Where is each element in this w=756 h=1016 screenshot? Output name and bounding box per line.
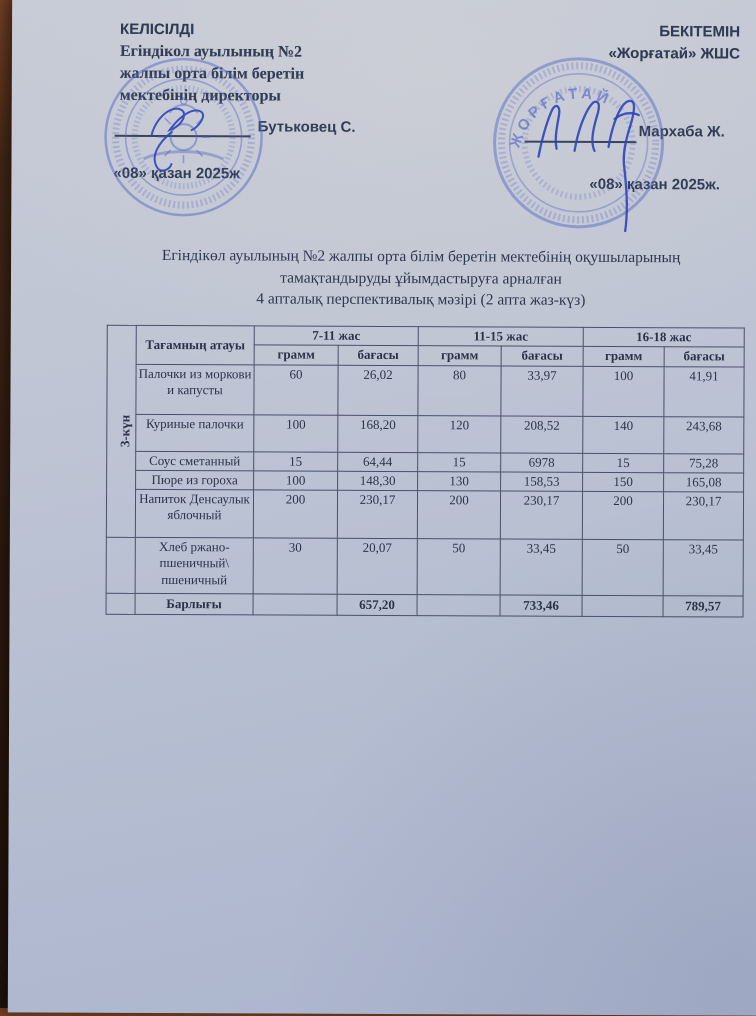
signature-line-left xyxy=(115,135,251,138)
gram-cell: 100 xyxy=(583,366,664,416)
menu-row xyxy=(106,537,743,596)
gram-cell: 150 xyxy=(583,472,664,492)
price-cell: 41,91 xyxy=(664,366,744,416)
gram-header: грамм xyxy=(418,346,501,366)
dish-name-header: Тағамның атауы xyxy=(136,325,254,364)
price-header: бағасы xyxy=(501,346,583,366)
agreed-label: КЕЛІСІЛДІ xyxy=(120,19,380,42)
title-line2: тамақтандыруды ұйымдастыруға арналған xyxy=(91,266,751,290)
gram-header: грамм xyxy=(583,347,664,367)
age-group-header-2: 11-15 жас xyxy=(418,327,583,347)
price-cell: 208,52 xyxy=(501,415,583,452)
document-title xyxy=(91,245,751,312)
price-cell: 243,68 xyxy=(664,416,744,453)
menu-row xyxy=(107,414,744,454)
menu-row xyxy=(107,364,744,417)
gram-cell: 200 xyxy=(582,491,663,539)
approval-block-right xyxy=(608,21,740,66)
day-cell-empty xyxy=(106,537,135,593)
price-cell: 789,57 xyxy=(663,596,743,617)
gram-cell: 15 xyxy=(418,452,501,472)
price-cell: 168,20 xyxy=(338,415,418,452)
paper-sheet xyxy=(8,0,756,1016)
gram-cell: 100 xyxy=(254,471,338,491)
price-cell: 64,44 xyxy=(338,452,418,472)
dish-name-cell: Напиток Денсаулык яблочный xyxy=(135,489,253,538)
day-cell xyxy=(106,325,136,537)
price-cell: 33,45 xyxy=(500,539,582,595)
price-cell: 733,46 xyxy=(500,595,582,616)
dish-name-cell: Хлеб ржано-пшеничный\ пшеничный xyxy=(135,537,253,594)
gram-cell: 200 xyxy=(417,491,500,539)
menu-row xyxy=(106,489,743,540)
dish-name-cell: Куриные палочки xyxy=(136,414,254,452)
gram-cell: 50 xyxy=(417,539,500,595)
header-row-age-groups xyxy=(107,325,744,347)
dish-name-cell: Соус сметанный xyxy=(136,451,254,471)
gram-cell: 200 xyxy=(253,490,337,538)
age-group-header-3: 16-18 жас xyxy=(583,327,744,347)
gram-cell: 80 xyxy=(418,365,501,415)
dish-name-cell: Пюре из гороха xyxy=(136,470,254,490)
approved-label: БЕКІТЕМІН xyxy=(609,21,741,44)
gram-cell xyxy=(582,595,663,616)
gram-cell: 130 xyxy=(418,471,501,491)
title-line3: 4 апталық перспективалық мәзірі (2 апта жаз-күз) xyxy=(91,288,751,312)
price-cell: 158,53 xyxy=(501,472,583,492)
price-cell: 26,02 xyxy=(338,365,418,415)
org-name-line3: мектебінің директоры xyxy=(120,85,380,108)
title-line1: Егіндікөл ауылының №2 жалпы орта білім беретін мектебінің оқушыларының xyxy=(91,245,751,269)
price-cell: 20,07 xyxy=(337,538,417,594)
gram-cell: 15 xyxy=(583,453,664,473)
gram-cell: 100 xyxy=(254,414,338,451)
gram-cell: 60 xyxy=(254,364,338,414)
date-left: «08» қазан 2025ж xyxy=(113,165,239,183)
gram-cell xyxy=(253,594,337,615)
total-row xyxy=(106,593,743,617)
day-label: 3-күн xyxy=(117,415,133,447)
total-label-cell: Барлығы xyxy=(135,593,253,615)
handwritten-signature-right xyxy=(516,87,657,238)
dish-name-cell: Палочки из моркови и капусты xyxy=(136,364,254,415)
signature-line-right xyxy=(525,141,637,143)
org-name-line2: жалпы орта білім беретін xyxy=(120,63,380,86)
price-cell: 75,28 xyxy=(664,453,744,473)
company-name: «Жорғатай» ЖШС xyxy=(608,43,740,66)
gram-header: грамм xyxy=(254,345,338,365)
gram-cell: 15 xyxy=(254,451,338,471)
gram-cell xyxy=(417,595,500,616)
date-right: «08» қазан 2025ж. xyxy=(589,176,720,194)
signer-name-left: Бутьковец С. xyxy=(258,118,356,135)
price-cell: 230,17 xyxy=(500,491,582,539)
price-header: бағасы xyxy=(664,347,744,367)
gram-cell: 50 xyxy=(582,539,663,595)
price-cell: 230,17 xyxy=(337,490,417,538)
day-cell-empty xyxy=(106,593,135,614)
price-cell: 148,30 xyxy=(338,471,418,491)
price-cell: 33,45 xyxy=(663,540,743,596)
price-cell: 230,17 xyxy=(663,492,743,540)
price-cell: 657,20 xyxy=(337,594,417,615)
price-cell: 165,08 xyxy=(664,472,744,492)
gram-cell: 120 xyxy=(418,415,501,452)
gram-cell: 140 xyxy=(583,416,664,453)
gram-cell: 30 xyxy=(253,538,337,594)
price-cell: 6978 xyxy=(501,452,583,472)
approval-block-left xyxy=(120,19,380,108)
menu-table xyxy=(106,325,745,618)
price-header: бағасы xyxy=(338,346,418,366)
price-cell: 33,97 xyxy=(501,365,583,415)
wings-ornament xyxy=(144,151,224,159)
stamp-company-text: ЖОРҒАТАЙ xyxy=(506,85,614,151)
signer-name-right: Мархаба Ж. xyxy=(639,123,725,140)
org-name-line1: Егіндікол ауылының №2 xyxy=(120,41,380,64)
age-group-header-1: 7-11 жас xyxy=(254,326,418,346)
